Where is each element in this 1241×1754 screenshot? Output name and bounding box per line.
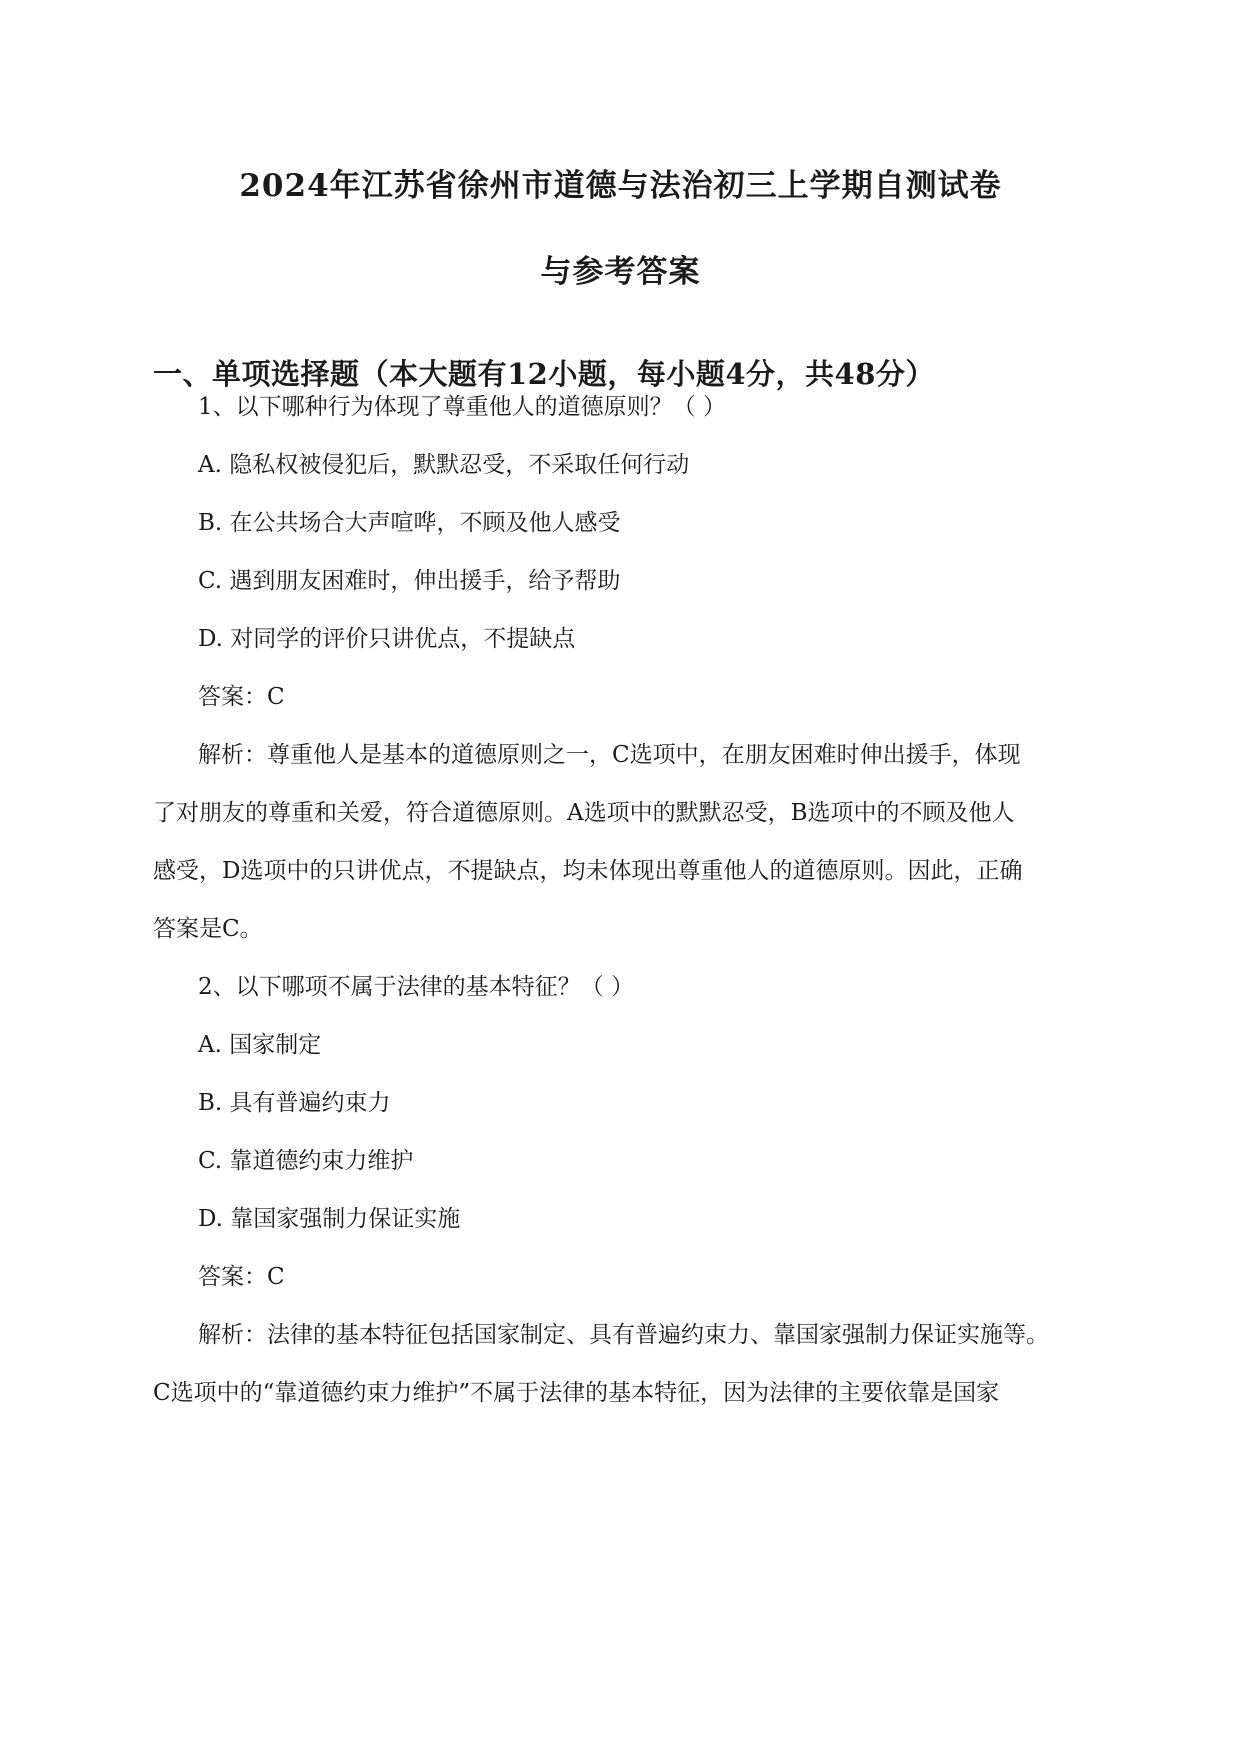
question-1-option-c: C. 遇到朋友困难时，伸出援手，给予帮助 (198, 568, 621, 594)
document-title-line-2: 与参考答案 (540, 254, 701, 290)
question-2-answer: 答案：C (198, 1264, 285, 1290)
question-1-analysis-line-3: 感受，D选项中的只讲优点，不提缺点，均未体现出尊重他人的道德原则。因此，正确 (153, 858, 1023, 884)
question-1-answer: 答案：C (198, 684, 285, 710)
question-1-option-b: B. 在公共场合大声喧哗，不顾及他人感受 (198, 510, 621, 536)
question-2-stem: 2、以下哪项不属于法律的基本特征？（ ） (198, 974, 634, 1000)
question-2-option-a: A. 国家制定 (198, 1032, 322, 1058)
question-2-option-d: D. 靠国家强制力保证实施 (198, 1206, 461, 1232)
question-1-option-d: D. 对同学的评价只讲优点，不提缺点 (198, 626, 576, 652)
section-heading: 一、单项选择题（本大题有12小题，每小题4分，共48分） (153, 357, 935, 391)
question-2-analysis-line-1: 解析：法律的基本特征包括国家制定、具有普遍约束力、靠国家强制力保证实施等。 (198, 1322, 1049, 1348)
question-1-option-a: A. 隐私权被侵犯后，默默忍受，不采取任何行动 (198, 452, 690, 478)
question-1-analysis-line-2: 了对朋友的尊重和关爱，符合道德原则。A选项中的默默忍受，B选项中的不顾及他人 (153, 800, 1015, 826)
question-2-option-b: B. 具有普遍约束力 (198, 1090, 391, 1116)
question-1-analysis-line-4: 答案是C。 (153, 916, 263, 942)
document-title-line-1: 2024年江苏省徐州市道德与法治初三上学期自测试卷 (239, 168, 1002, 204)
question-2-option-c: C. 靠道德约束力维护 (198, 1148, 414, 1174)
question-1-stem: 1、以下哪种行为体现了尊重他人的道德原则？（ ） (198, 394, 726, 420)
question-1-analysis-line-1: 解析：尊重他人是基本的道德原则之一，C选项中，在朋友困难时伸出援手，体现 (198, 742, 1021, 768)
question-2-analysis-line-2: C选项中的“靠道德约束力维护”不属于法律的基本特征，因为法律的主要依靠是国家 (153, 1380, 1000, 1406)
